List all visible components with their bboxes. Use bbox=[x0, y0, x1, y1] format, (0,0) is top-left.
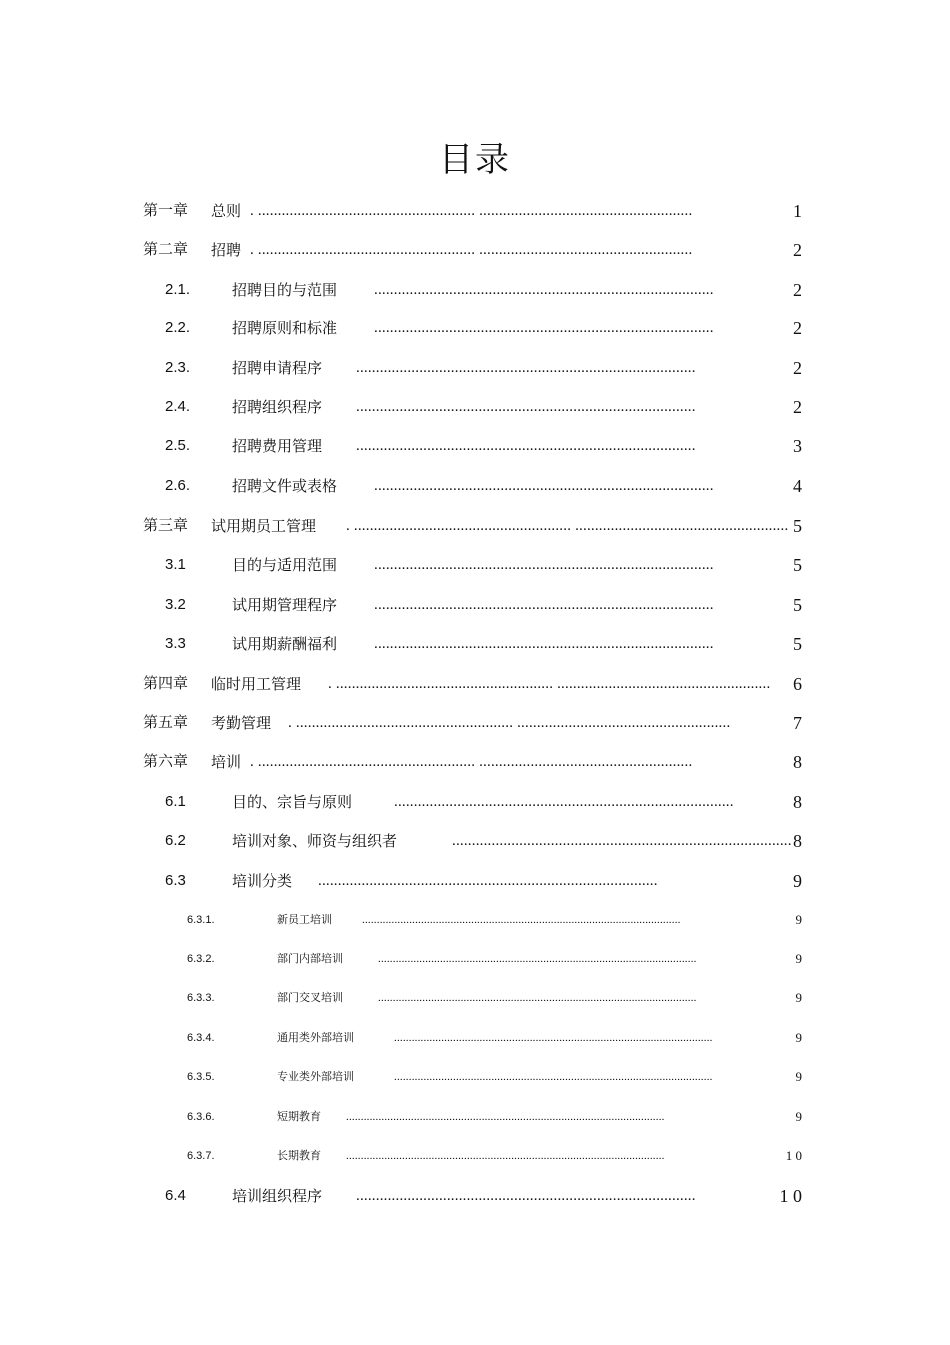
toc-entry-number: 第一章 bbox=[143, 202, 189, 219]
toc-leader-dots: . ....................................................... ...................................................... bbox=[250, 754, 693, 770]
toc-page-number: 4 bbox=[793, 476, 802, 496]
toc-entry-title: 培训对象、师资与组织者 bbox=[232, 832, 398, 850]
page-title: 目录 bbox=[439, 140, 511, 180]
toc-entry[interactable] bbox=[0, 238, 950, 262]
toc-entry[interactable] bbox=[0, 632, 950, 656]
toc-entry[interactable] bbox=[0, 434, 950, 458]
toc-entry-title: 部门内部培训 bbox=[277, 952, 343, 965]
toc-entry[interactable] bbox=[0, 593, 950, 617]
toc-entry[interactable] bbox=[0, 1144, 950, 1168]
toc-entry[interactable] bbox=[0, 908, 950, 932]
toc-entry-title: 新员工培训 bbox=[277, 913, 332, 926]
toc-entry[interactable] bbox=[0, 474, 950, 498]
toc-entry[interactable] bbox=[0, 1184, 950, 1208]
toc-entry-number: 2.5. bbox=[165, 437, 191, 454]
toc-entry[interactable] bbox=[0, 395, 950, 419]
toc-entry-title: 招聘费用管理 bbox=[232, 437, 323, 455]
toc-entry[interactable] bbox=[0, 947, 950, 971]
toc-leader-dots: . ....................................................... ...................................................... bbox=[288, 715, 731, 731]
toc-leader-dots: ...................................................................................... bbox=[374, 478, 714, 494]
toc-entry[interactable] bbox=[0, 1026, 950, 1050]
toc-entry-title: 总则 bbox=[211, 202, 242, 220]
toc-leader-dots: ...................................................................................... bbox=[356, 360, 696, 376]
toc-page-number: 7 bbox=[793, 713, 802, 733]
toc-page-number: 1 0 bbox=[779, 1186, 802, 1206]
toc-page-number: 2 bbox=[793, 240, 802, 260]
toc-leader-dots: ............................................................................................................ bbox=[362, 914, 681, 926]
toc-entry-title: 临时用工管理 bbox=[211, 675, 302, 693]
toc-leader-dots: ............................................................................................................ bbox=[346, 1111, 665, 1123]
toc-entry-number: 3.1 bbox=[165, 556, 186, 573]
toc-page-number: 5 bbox=[793, 555, 802, 575]
toc-entry[interactable] bbox=[0, 1065, 950, 1089]
toc-page-number: 8 bbox=[793, 792, 802, 812]
toc-page-number: 1 0 bbox=[785, 1148, 802, 1163]
toc-entry[interactable] bbox=[0, 672, 950, 696]
toc-page-number: 9 bbox=[795, 1069, 802, 1084]
toc-leader-dots: . ....................................................... ...................................................... bbox=[250, 203, 693, 219]
toc-leader-dots: ...................................................................................... bbox=[356, 399, 696, 415]
toc-leader-dots: ...................................................................................... bbox=[318, 873, 658, 889]
toc-entry[interactable] bbox=[0, 829, 950, 853]
toc-entry-number: 6.3.4. bbox=[187, 1032, 215, 1044]
toc-page-number: 9 bbox=[795, 1030, 802, 1045]
toc-leader-dots: ...................................................................................... bbox=[374, 636, 714, 652]
toc-leader-dots: . ....................................................... ...................................................... bbox=[346, 518, 789, 534]
toc-entry-title: 招聘原则和标准 bbox=[232, 319, 338, 337]
toc-entry-number: 6.3.3. bbox=[187, 992, 215, 1004]
toc-entry-number: 第四章 bbox=[143, 675, 189, 692]
toc-entry-number: 第三章 bbox=[143, 517, 189, 534]
toc-entry[interactable] bbox=[0, 553, 950, 577]
toc-entry[interactable] bbox=[0, 869, 950, 893]
toc-entry-title: 专业类外部培训 bbox=[277, 1070, 354, 1083]
toc-entry-title: 目的与适用范围 bbox=[232, 556, 338, 574]
toc-entry[interactable] bbox=[0, 986, 950, 1010]
toc-entry-number: 2.2. bbox=[165, 319, 191, 336]
toc-entry-title: 招聘 bbox=[211, 241, 242, 259]
toc-leader-dots: ............................................................................................................ bbox=[394, 1071, 713, 1083]
toc-entry[interactable] bbox=[0, 514, 950, 538]
toc-entry-number: 第五章 bbox=[143, 714, 189, 731]
toc-leader-dots: ............................................................................................................ bbox=[378, 992, 697, 1004]
toc-entry-number: 第二章 bbox=[143, 241, 189, 258]
toc-entry-title: 部门交叉培训 bbox=[277, 991, 343, 1004]
toc-entry-title: 目的、宗旨与原则 bbox=[232, 793, 353, 811]
toc-page-number: 9 bbox=[795, 912, 802, 927]
toc-page-number: 5 bbox=[793, 516, 802, 536]
toc-page-number: 2 bbox=[793, 280, 802, 300]
toc-leader-dots: ............................................................................................................ bbox=[378, 953, 697, 965]
toc-entry-number: 6.3 bbox=[165, 872, 186, 889]
toc-page-number: 5 bbox=[793, 634, 802, 654]
toc-entry-title: 培训 bbox=[211, 753, 242, 771]
toc-entry-title: 招聘申请程序 bbox=[232, 359, 323, 377]
toc-leader-dots: . ....................................................... ...................................................... bbox=[250, 242, 693, 258]
toc-page-number: 5 bbox=[793, 595, 802, 615]
toc-entry-number: 3.3 bbox=[165, 635, 186, 652]
toc-entry-number: 第六章 bbox=[143, 753, 189, 770]
toc-entry-number: 6.3.1. bbox=[187, 914, 215, 926]
toc-entry-title: 招聘组织程序 bbox=[232, 398, 323, 416]
toc-entry-number: 3.2 bbox=[165, 596, 186, 613]
toc-entry-number: 6.2 bbox=[165, 832, 186, 849]
toc-entry-number: 2.3. bbox=[165, 359, 191, 376]
toc-page-number: 9 bbox=[793, 871, 802, 891]
toc-entry-title: 招聘目的与范围 bbox=[232, 281, 338, 299]
toc-entry-title: 考勤管理 bbox=[211, 714, 272, 732]
toc-entry[interactable] bbox=[0, 199, 950, 223]
toc-leader-dots: . ....................................................... ...................................................... bbox=[328, 676, 771, 692]
toc-entry-title: 试用期员工管理 bbox=[211, 517, 317, 535]
toc-leader-dots: ...................................................................................... bbox=[374, 320, 714, 336]
toc-leader-dots: ...................................................................................... bbox=[374, 557, 714, 573]
toc-entry-title: 短期教育 bbox=[277, 1110, 321, 1123]
toc-entry-number: 2.1. bbox=[165, 281, 191, 298]
toc-entry-number: 6.3.6. bbox=[187, 1111, 215, 1123]
toc-leader-dots: ............................................................................................................ bbox=[346, 1150, 665, 1162]
toc-entry[interactable] bbox=[0, 316, 950, 340]
toc-leader-dots: ............................................................................................................ bbox=[394, 1032, 713, 1044]
toc-entry[interactable] bbox=[0, 750, 950, 774]
toc-entry-number: 6.1 bbox=[165, 793, 186, 810]
toc-entry-title: 试用期管理程序 bbox=[232, 596, 338, 614]
toc-entry[interactable] bbox=[0, 278, 950, 302]
toc-page-number: 8 bbox=[793, 752, 802, 772]
toc-leader-dots: ...................................................................................... bbox=[356, 438, 696, 454]
toc-entry-title: 通用类外部培训 bbox=[277, 1031, 354, 1044]
toc-page-number: 8 bbox=[793, 831, 802, 851]
toc-entry-number: 6.3.7. bbox=[187, 1150, 215, 1162]
toc-leader-dots: ...................................................................................... bbox=[356, 1188, 696, 1204]
toc-page-number: 1 bbox=[793, 201, 802, 221]
toc-leader-dots: ...................................................................................... bbox=[374, 282, 714, 298]
toc-entry-title: 培训组织程序 bbox=[232, 1187, 323, 1205]
toc-entry[interactable] bbox=[0, 356, 950, 380]
toc-entry-number: 6.3.2. bbox=[187, 953, 215, 965]
toc-entry[interactable] bbox=[0, 711, 950, 735]
toc-entry-title: 长期教育 bbox=[277, 1149, 321, 1162]
toc-entry[interactable] bbox=[0, 790, 950, 814]
toc-page-number: 2 bbox=[793, 358, 802, 378]
toc-page-number: 6 bbox=[793, 674, 802, 694]
toc-entry-number: 2.4. bbox=[165, 398, 191, 415]
toc-page-number: 2 bbox=[793, 318, 802, 338]
toc-entry-number: 6.4 bbox=[165, 1187, 186, 1204]
toc-entry-number: 2.6. bbox=[165, 477, 191, 494]
toc-page-number: 9 bbox=[795, 990, 802, 1005]
toc-entry-title: 招聘文件或表格 bbox=[232, 477, 338, 495]
toc-entry[interactable] bbox=[0, 1105, 950, 1129]
toc-page-number: 9 bbox=[795, 951, 802, 966]
toc-page-number: 9 bbox=[795, 1109, 802, 1124]
toc-entry-title: 培训分类 bbox=[232, 872, 293, 890]
toc-page-number: 2 bbox=[793, 397, 802, 417]
toc-entry-number: 6.3.5. bbox=[187, 1071, 215, 1083]
toc-leader-dots: ...................................................................................... bbox=[374, 597, 714, 613]
toc-page-number: 3 bbox=[793, 436, 802, 456]
toc-leader-dots: ...................................................................................... bbox=[452, 833, 792, 849]
toc-entry-title: 试用期薪酬福利 bbox=[232, 635, 338, 653]
toc-leader-dots: ...................................................................................... bbox=[394, 794, 734, 810]
